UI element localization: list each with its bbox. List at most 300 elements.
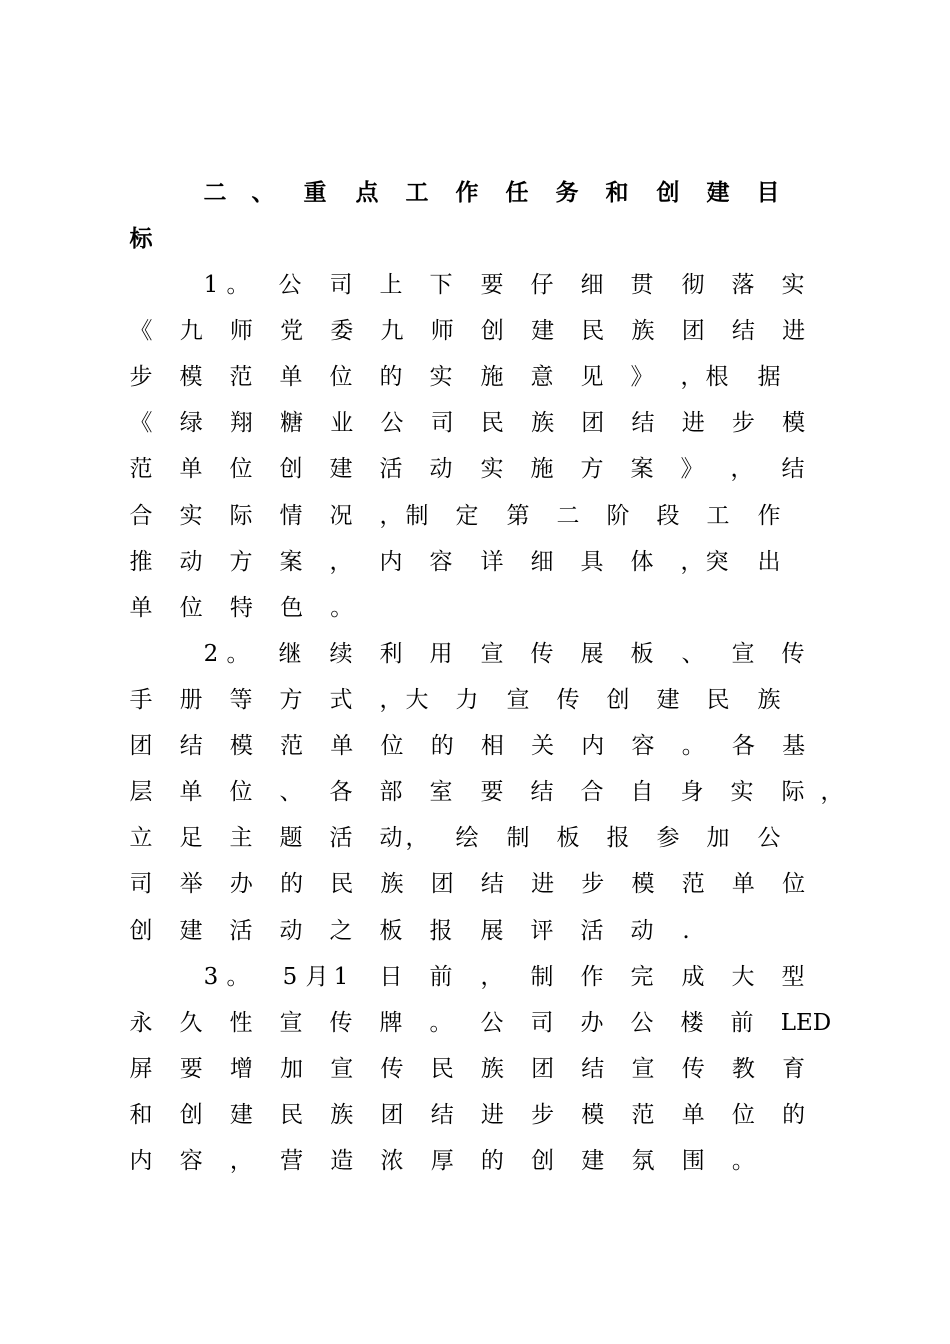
text-glyph: 自 xyxy=(630,779,654,805)
text-glyph: 实 xyxy=(480,456,504,482)
text-glyph: 》 xyxy=(630,364,654,390)
text-glyph: 前 xyxy=(730,1010,754,1036)
text-glyph: 情 xyxy=(279,503,303,529)
text-glyph: ， xyxy=(405,825,429,851)
text-glyph: 内 xyxy=(581,733,605,759)
text-glyph: 2 xyxy=(203,641,219,667)
text-glyph: 宣 xyxy=(480,641,504,667)
text-glyph: 报 xyxy=(429,918,453,944)
text-glyph: 方 xyxy=(279,687,303,713)
text-glyph: 施 xyxy=(530,456,554,482)
text-glyph: 足 xyxy=(179,825,203,851)
text-glyph: 位 xyxy=(179,595,203,621)
text-glyph: 力 xyxy=(455,687,479,713)
text-glyph: 步 xyxy=(581,871,605,897)
text-glyph: 推 xyxy=(129,549,153,575)
text-glyph: 宣 xyxy=(631,1056,655,1082)
text-glyph: 建 xyxy=(656,687,680,713)
text-glyph: 进 xyxy=(681,410,705,436)
text-glyph: 型 xyxy=(781,964,805,990)
text-glyph: 的 xyxy=(782,1102,806,1128)
text-glyph: ， xyxy=(329,549,353,575)
text-glyph: 方 xyxy=(580,456,604,482)
text-glyph: 单 xyxy=(179,779,203,805)
text-glyph: 族 xyxy=(380,871,404,897)
text-glyph: 二 xyxy=(203,180,227,206)
text-glyph: 实 xyxy=(781,272,805,298)
text-glyph: 务 xyxy=(555,180,579,206)
text-glyph: 案 xyxy=(630,456,654,482)
text-glyph: 族 xyxy=(480,1056,504,1082)
text-glyph: 。 xyxy=(226,641,250,667)
text-glyph: 关 xyxy=(531,733,555,759)
text-glyph: 民 xyxy=(280,1102,304,1128)
text-glyph: 营 xyxy=(280,1148,304,1174)
text-glyph: 活 xyxy=(379,456,403,482)
text-glyph: 际 xyxy=(781,779,805,805)
text-glyph: 要 xyxy=(179,1056,203,1082)
text-glyph: 建 xyxy=(581,1148,605,1174)
text-glyph: 动 xyxy=(379,825,403,851)
text-glyph: 之 xyxy=(329,918,353,944)
text-glyph: 身 xyxy=(680,779,704,805)
text-glyph: 阶 xyxy=(606,503,630,529)
text-glyph: 成 xyxy=(681,964,705,990)
text-glyph: 见 xyxy=(580,364,604,390)
text-glyph: 部 xyxy=(379,779,403,805)
text-glyph: 传 xyxy=(329,1010,353,1036)
text-glyph: 司 xyxy=(129,871,153,897)
text-glyph: 各 xyxy=(329,779,353,805)
text-glyph: 。 xyxy=(429,1010,453,1036)
text-glyph: 大 xyxy=(405,687,429,713)
text-glyph: 根 xyxy=(705,364,729,390)
text-glyph: 案 xyxy=(279,549,303,575)
text-glyph: 工 xyxy=(405,180,429,206)
text-glyph: 公 xyxy=(278,272,302,298)
text-glyph: 党 xyxy=(280,318,304,344)
text-glyph: 动 xyxy=(279,918,303,944)
text-glyph: 方 xyxy=(229,549,253,575)
text-glyph: 下 xyxy=(429,272,453,298)
text-glyph: 二 xyxy=(556,503,580,529)
paragraph-2-line-4 xyxy=(0,772,950,812)
text-glyph: 团 xyxy=(681,318,705,344)
paragraph-3-line-2 xyxy=(0,1003,950,1043)
text-glyph: 民 xyxy=(430,1056,454,1082)
text-glyph: 结 xyxy=(530,779,554,805)
text-glyph: 据 xyxy=(757,364,781,390)
text-glyph: 围 xyxy=(681,1148,705,1174)
text-glyph: ， xyxy=(820,779,844,805)
text-glyph: 步 xyxy=(129,364,153,390)
text-glyph: 民 xyxy=(480,410,504,436)
text-glyph: 族 xyxy=(757,687,781,713)
text-glyph: 久 xyxy=(179,1010,203,1036)
text-glyph: 民 xyxy=(330,871,354,897)
text-glyph: 传 xyxy=(781,641,805,667)
text-glyph: 容 xyxy=(429,549,453,575)
paragraph-1-line-1 xyxy=(0,265,950,305)
text-glyph: 上 xyxy=(379,272,403,298)
text-glyph: 动 xyxy=(429,456,453,482)
text-glyph: 点 xyxy=(355,180,379,206)
text-glyph: 报 xyxy=(606,825,630,851)
text-glyph: 办 xyxy=(229,871,253,897)
text-glyph: 》 xyxy=(680,456,704,482)
text-glyph: 特 xyxy=(229,595,253,621)
paragraph-2-line-6 xyxy=(0,864,950,904)
text-glyph: 完 xyxy=(630,964,654,990)
text-glyph: 结 xyxy=(731,318,755,344)
text-glyph: 传 xyxy=(556,687,580,713)
text-glyph: 性 xyxy=(229,1010,253,1036)
text-glyph: 贯 xyxy=(630,272,654,298)
text-glyph: 结 xyxy=(581,1056,605,1082)
text-glyph: 进 xyxy=(531,871,555,897)
text-glyph: 模 xyxy=(581,1102,605,1128)
text-glyph: 传 xyxy=(530,641,554,667)
paragraph-1-line-3 xyxy=(0,357,950,397)
text-glyph: 手 xyxy=(129,687,153,713)
text-glyph: 相 xyxy=(480,733,504,759)
text-glyph: 定 xyxy=(455,503,479,529)
text-glyph: 合 xyxy=(580,779,604,805)
text-glyph: 模 xyxy=(782,410,806,436)
text-glyph: 大 xyxy=(731,964,755,990)
text-glyph: 标 xyxy=(129,226,153,252)
text-glyph: 糖 xyxy=(280,410,304,436)
text-glyph: 牌 xyxy=(379,1010,403,1036)
text-glyph: 制 xyxy=(530,964,554,990)
paragraph-1-line-7 xyxy=(0,542,950,582)
text-glyph: 制 xyxy=(506,825,530,851)
section-heading-line-2 xyxy=(0,219,950,259)
text-glyph: 体 xyxy=(630,549,654,575)
text-glyph: 实 xyxy=(179,503,203,529)
text-glyph: 宣 xyxy=(279,1010,303,1036)
text-glyph: 月 xyxy=(305,964,329,990)
text-glyph: 、 xyxy=(251,180,275,206)
text-glyph: 结 xyxy=(781,456,805,482)
text-glyph: 步 xyxy=(531,1102,555,1128)
text-glyph: 增 xyxy=(229,1056,253,1082)
paragraph-1-line-8 xyxy=(0,588,950,628)
text-glyph: 单 xyxy=(731,871,755,897)
paragraph-2-line-5 xyxy=(0,818,950,858)
text-glyph: 。 xyxy=(226,272,250,298)
text-glyph: ， xyxy=(480,964,504,990)
text-glyph: 司 xyxy=(329,272,353,298)
text-glyph: 创 xyxy=(279,456,303,482)
text-glyph: 族 xyxy=(531,410,555,436)
text-glyph: 团 xyxy=(380,1102,404,1128)
text-glyph: ， xyxy=(680,549,704,575)
text-glyph: 创 xyxy=(480,318,504,344)
text-glyph: 公 xyxy=(757,825,781,851)
text-glyph: 突 xyxy=(705,549,729,575)
text-glyph: 展 xyxy=(480,918,504,944)
text-glyph: 委 xyxy=(330,318,354,344)
text-glyph: 团 xyxy=(581,410,605,436)
text-glyph: 《 xyxy=(129,410,153,436)
text-glyph: 容 xyxy=(631,733,655,759)
text-glyph: 详 xyxy=(480,549,504,575)
text-glyph: 模 xyxy=(631,871,655,897)
text-glyph: 细 xyxy=(530,549,554,575)
text-glyph: LED xyxy=(780,1010,832,1036)
text-glyph: 1 xyxy=(333,964,349,990)
text-glyph: 结 xyxy=(179,733,203,759)
text-glyph: 步 xyxy=(731,410,755,436)
text-glyph: 继 xyxy=(278,641,302,667)
text-glyph: 施 xyxy=(480,364,504,390)
text-glyph: 团 xyxy=(430,871,454,897)
paragraph-2-line-3 xyxy=(0,726,950,766)
text-glyph: 重 xyxy=(303,180,327,206)
text-glyph: 实 xyxy=(429,364,453,390)
text-glyph: 宣 xyxy=(330,1056,354,1082)
text-glyph: 工 xyxy=(706,503,730,529)
text-glyph: 建 xyxy=(531,318,555,344)
text-glyph: 落 xyxy=(731,272,755,298)
text-glyph: 浓 xyxy=(380,1148,404,1174)
paragraph-1-line-4 xyxy=(0,403,950,443)
text-glyph: 永 xyxy=(129,1010,153,1036)
paragraph-1-line-5 xyxy=(0,449,950,489)
text-glyph: 基 xyxy=(782,733,806,759)
text-glyph: 建 xyxy=(229,1102,253,1128)
text-glyph: 宣 xyxy=(731,641,755,667)
text-glyph: 室 xyxy=(429,779,453,805)
text-glyph: 和 xyxy=(129,1102,153,1128)
text-glyph: 作 xyxy=(455,180,479,206)
paragraph-1-line-6 xyxy=(0,496,950,536)
text-glyph: 的 xyxy=(430,733,454,759)
text-glyph: 九 xyxy=(380,318,404,344)
text-glyph: 范 xyxy=(129,456,153,482)
text-glyph: 屏 xyxy=(129,1056,153,1082)
text-glyph: 意 xyxy=(530,364,554,390)
text-glyph: 日 xyxy=(379,964,403,990)
text-glyph: 氛 xyxy=(631,1148,655,1174)
text-glyph: 育 xyxy=(782,1056,806,1082)
text-glyph: 展 xyxy=(580,641,604,667)
text-glyph: 位 xyxy=(380,733,404,759)
text-glyph: 内 xyxy=(129,1148,153,1174)
text-glyph: 楼 xyxy=(680,1010,704,1036)
text-glyph: 容 xyxy=(179,1148,203,1174)
text-glyph: 单 xyxy=(279,364,303,390)
text-glyph: 。 xyxy=(681,733,705,759)
text-glyph: 翔 xyxy=(229,410,253,436)
text-glyph: 位 xyxy=(782,871,806,897)
text-glyph: 的 xyxy=(480,1148,504,1174)
text-glyph: 范 xyxy=(631,1102,655,1128)
text-glyph: 主 xyxy=(229,825,253,851)
text-glyph: 公 xyxy=(380,410,404,436)
text-glyph: 单 xyxy=(179,456,203,482)
text-glyph: 师 xyxy=(229,318,253,344)
text-glyph: 进 xyxy=(480,1102,504,1128)
text-glyph: 建 xyxy=(706,180,730,206)
text-glyph: 结 xyxy=(430,1102,454,1128)
text-glyph: 位 xyxy=(329,364,353,390)
text-glyph: 公 xyxy=(630,1010,654,1036)
text-glyph: 续 xyxy=(329,641,353,667)
paragraph-1-line-2 xyxy=(0,311,950,351)
text-glyph: 单 xyxy=(681,1102,705,1128)
text-glyph: 创 xyxy=(656,180,680,206)
text-glyph: 司 xyxy=(530,1010,554,1036)
text-glyph: 模 xyxy=(179,364,203,390)
text-glyph: 公 xyxy=(480,1010,504,1036)
text-glyph: 团 xyxy=(531,1056,555,1082)
text-glyph: 办 xyxy=(580,1010,604,1036)
text-glyph: 动 xyxy=(179,549,203,575)
text-glyph: 要 xyxy=(480,272,504,298)
text-glyph: 板 xyxy=(556,825,580,851)
paragraph-2-line-7 xyxy=(0,911,950,951)
paragraph-2-line-1 xyxy=(0,634,950,674)
text-glyph: ， xyxy=(379,687,403,713)
text-glyph: 评 xyxy=(530,918,554,944)
text-glyph: 彻 xyxy=(681,272,705,298)
text-glyph: 题 xyxy=(279,825,303,851)
text-glyph: 民 xyxy=(581,318,605,344)
text-glyph: 际 xyxy=(229,503,253,529)
text-glyph: . xyxy=(682,918,690,944)
text-glyph: 段 xyxy=(656,503,680,529)
text-glyph: 和 xyxy=(605,180,629,206)
text-glyph: 实 xyxy=(730,779,754,805)
paragraph-3-line-4 xyxy=(0,1095,950,1135)
text-glyph: 作 xyxy=(580,964,604,990)
section-heading-line-1 xyxy=(0,173,950,213)
text-glyph: 传 xyxy=(380,1056,404,1082)
text-glyph: 立 xyxy=(129,825,153,851)
text-glyph: 族 xyxy=(631,318,655,344)
text-glyph: 绘 xyxy=(455,825,479,851)
text-glyph: 位 xyxy=(229,456,253,482)
text-glyph: 活 xyxy=(580,918,604,944)
text-glyph: 结 xyxy=(631,410,655,436)
text-glyph: 范 xyxy=(280,733,304,759)
text-glyph: 用 xyxy=(429,641,453,667)
text-glyph: 创 xyxy=(129,918,153,944)
text-glyph: 、 xyxy=(279,779,303,805)
text-glyph: 册 xyxy=(179,687,203,713)
text-glyph: 仔 xyxy=(530,272,554,298)
text-glyph: 。 xyxy=(731,1148,755,1174)
text-glyph: 团 xyxy=(129,733,153,759)
text-glyph: 传 xyxy=(681,1056,705,1082)
text-glyph: 细 xyxy=(580,272,604,298)
text-glyph: 制 xyxy=(405,503,429,529)
text-glyph: 合 xyxy=(129,503,153,529)
text-glyph: 造 xyxy=(330,1148,354,1174)
text-glyph: 层 xyxy=(129,779,153,805)
text-glyph: 单 xyxy=(330,733,354,759)
text-glyph: 教 xyxy=(731,1056,755,1082)
text-glyph: 况 xyxy=(329,503,353,529)
text-glyph: 模 xyxy=(229,733,253,759)
text-glyph: 举 xyxy=(179,871,203,897)
text-glyph: 《 xyxy=(129,318,153,344)
text-glyph: 具 xyxy=(580,549,604,575)
paragraph-3-line-3 xyxy=(0,1049,950,1089)
text-glyph: 1 xyxy=(203,272,219,298)
text-glyph: 范 xyxy=(681,871,705,897)
text-glyph: 加 xyxy=(280,1056,304,1082)
text-glyph: 的 xyxy=(280,871,304,897)
text-glyph: 厚 xyxy=(430,1148,454,1174)
paragraph-2-line-2 xyxy=(0,680,950,720)
text-glyph: 活 xyxy=(329,825,353,851)
text-glyph: 利 xyxy=(379,641,403,667)
paragraph-3-line-5 xyxy=(0,1141,950,1181)
text-glyph: 式 xyxy=(329,687,353,713)
text-glyph: 加 xyxy=(706,825,730,851)
text-glyph: 创 xyxy=(606,687,630,713)
text-glyph: 单 xyxy=(129,595,153,621)
text-glyph: 参 xyxy=(656,825,680,851)
text-glyph: 位 xyxy=(229,779,253,805)
text-glyph: 进 xyxy=(782,318,806,344)
text-glyph: 板 xyxy=(379,918,403,944)
text-glyph: 结 xyxy=(480,871,504,897)
text-glyph: ， xyxy=(730,456,754,482)
text-glyph: 九 xyxy=(179,318,203,344)
text-glyph: 宣 xyxy=(506,687,530,713)
text-glyph: 绿 xyxy=(179,410,203,436)
text-glyph: 各 xyxy=(731,733,755,759)
text-glyph: 创 xyxy=(179,1102,203,1128)
text-glyph: 色 xyxy=(280,595,304,621)
text-glyph: 民 xyxy=(706,687,730,713)
text-glyph: 等 xyxy=(229,687,253,713)
text-glyph: 第 xyxy=(506,503,530,529)
text-glyph: 要 xyxy=(480,779,504,805)
text-glyph: 建 xyxy=(329,456,353,482)
text-glyph: ， xyxy=(680,364,704,390)
text-glyph: 创 xyxy=(531,1148,555,1174)
text-glyph: 司 xyxy=(430,410,454,436)
text-glyph: 目 xyxy=(756,180,780,206)
text-glyph: 活 xyxy=(229,918,253,944)
text-glyph: ， xyxy=(379,503,403,529)
text-glyph: 任 xyxy=(505,180,529,206)
text-glyph: 动 xyxy=(630,918,654,944)
paragraph-3-line-1 xyxy=(0,957,950,997)
text-glyph: 师 xyxy=(430,318,454,344)
text-glyph: ， xyxy=(229,1148,253,1174)
text-glyph: 板 xyxy=(630,641,654,667)
text-glyph: 建 xyxy=(179,918,203,944)
text-glyph: 。 xyxy=(226,964,250,990)
text-glyph: 出 xyxy=(757,549,781,575)
text-glyph: 。 xyxy=(330,595,354,621)
text-glyph: 、 xyxy=(681,641,705,667)
text-glyph: 内 xyxy=(379,549,403,575)
text-glyph: 族 xyxy=(330,1102,354,1128)
text-glyph: 3 xyxy=(203,964,219,990)
text-glyph: 范 xyxy=(229,364,253,390)
text-glyph: 前 xyxy=(429,964,453,990)
text-glyph: 作 xyxy=(757,503,781,529)
text-glyph: 位 xyxy=(731,1102,755,1128)
text-glyph: 的 xyxy=(379,364,403,390)
